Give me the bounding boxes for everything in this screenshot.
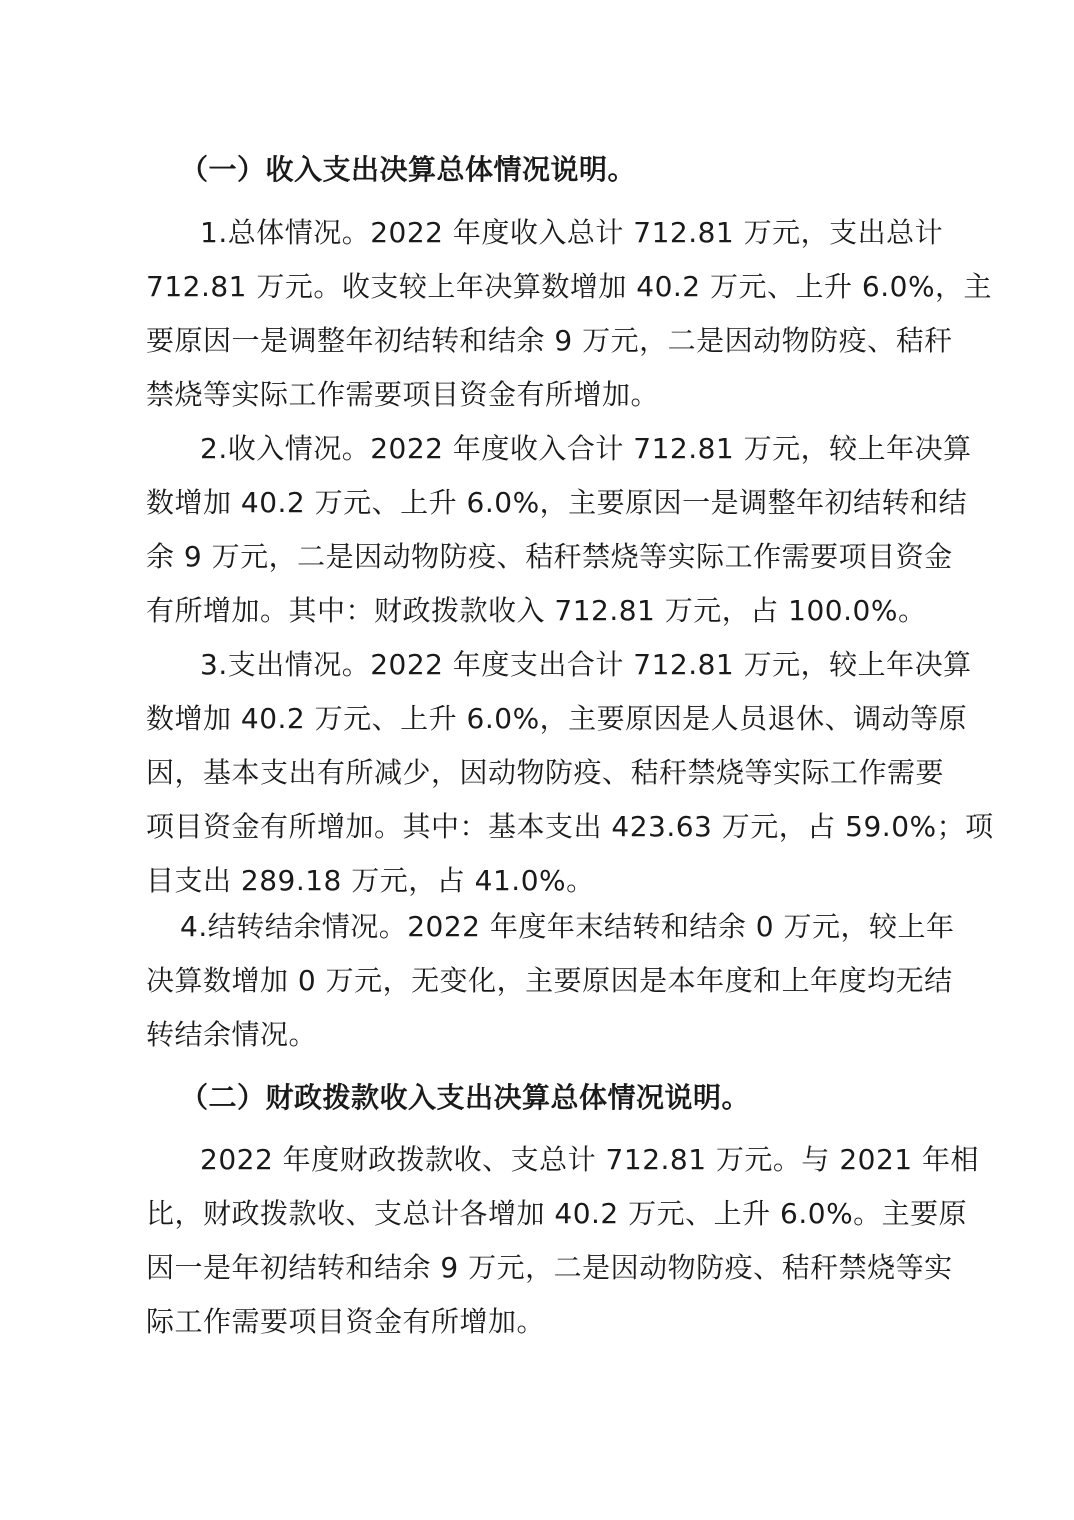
item3-line-2: 数增加 40.2 万元、上升 6.0%，主要原因是人员退休、调动等原 [146, 702, 968, 735]
section1-heading: （一）收入支出决算总体情况说明。 [180, 153, 637, 186]
section2-line-2: 比，财政拨款收、支总计各增加 40.2 万元、上升 6.0%。主要原 [146, 1197, 968, 1230]
item2-line-4: 有所增加。其中：财政拨款收入 712.81 万元，占 100.0%。 [146, 594, 927, 627]
section2-line-4: 际工作需要项目资金有所增加。 [146, 1305, 546, 1338]
item3-line-1: 3.支出情况。2022 年度支出合计 712.81 万元，较上年决算 [200, 648, 972, 681]
section2-line-1: 2022 年度财政拨款收、支总计 712.81 万元。与 2021 年相 [200, 1143, 979, 1176]
item3-line-3: 因，基本支出有所减少，因动物防疫、秸秆禁烧等实际工作需要 [146, 756, 945, 789]
item4-line-3: 转结余情况。 [146, 1018, 318, 1051]
item4-line-1: 4.结转结余情况。2022 年度年末结转和结余 0 万元，较上年 [180, 910, 955, 943]
section2-heading: （二）财政拨款收入支出决算总体情况说明。 [180, 1081, 751, 1114]
item2-line-1: 2.收入情况。2022 年度收入合计 712.81 万元，较上年决算 [200, 432, 972, 465]
item1-line-4: 禁烧等实际工作需要项目资金有所增加。 [146, 378, 660, 411]
item2-line-2: 数增加 40.2 万元、上升 6.0%，主要原因一是调整年初结转和结 [146, 486, 968, 519]
item2-line-3: 余 9 万元，二是因动物防疫、秸秆禁烧等实际工作需要项目资金 [146, 540, 953, 573]
item1-line-1: 1.总体情况。2022 年度收入总计 712.81 万元，支出总计 [200, 216, 944, 249]
item1-line-3: 要原因一是调整年初结转和结余 9 万元，二是因动物防疫、秸秆 [146, 324, 953, 357]
item1-line-2: 712.81 万元。收支较上年决算数增加 40.2 万元、上升 6.0%，主 [146, 270, 993, 303]
item3-line-4: 项目资金有所增加。其中：基本支出 423.63 万元，占 59.0%；项 [146, 810, 994, 843]
section2-line-3: 因一是年初结转和结余 9 万元，二是因动物防疫、秸秆禁烧等实 [146, 1251, 953, 1284]
item4-line-2: 决算数增加 0 万元，无变化，主要原因是本年度和上年度均无结 [146, 964, 953, 997]
item3-line-5: 目支出 289.18 万元，占 41.0%。 [146, 864, 595, 897]
